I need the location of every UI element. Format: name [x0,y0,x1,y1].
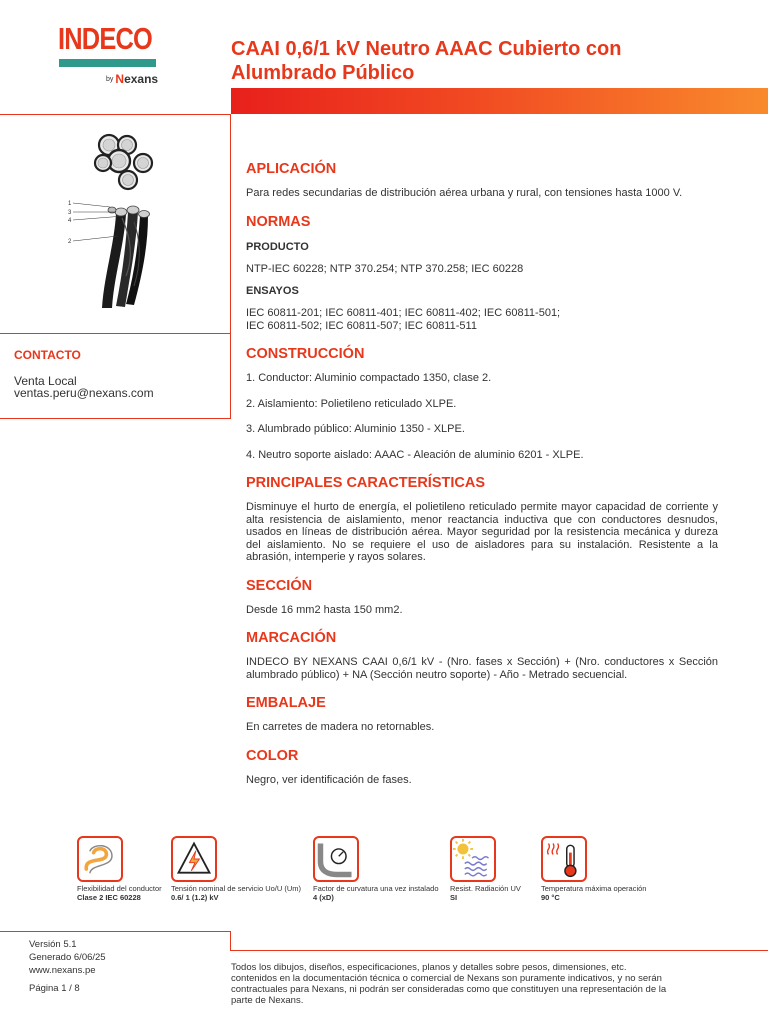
section-title-color: COLOR [246,747,299,764]
section-text-embalaje: En carretes de madera no retornables. [246,721,435,733]
voltage-icon [171,836,217,882]
icon-label: Temperatura máxima operación [541,884,647,893]
section-title-caracteristicas: PRINCIPALES CARACTERÍSTICAS [246,475,485,491]
construccion-item: 4. Neutro soporte aislado: AAAC - Aleación de aluminio 6201 - XLPE. [246,448,584,461]
logo-underline [59,59,156,67]
construccion-item: 1. Conductor: Aluminio compactado 1350, clase 2. [246,372,492,384]
characteristics-icons [0,836,768,906]
divider [0,418,231,419]
divider [230,931,231,951]
legal-disclaimer: Todos los dibujos, diseños, especificaciones, planos y detalles sobre pesos, dimensiones, etc. contenidos en la documentación técnica o comercial de Nexans son puramente indicativos, y no serán contractuales para Nexans, ni podrán ser consideradas como que constituyen una representación de la parte de Nexans. [231,962,667,1006]
page-title: CAAI 0,6/1 kV Neutro AAAC Cubierto con Alumbrado Público [231,38,622,84]
contact-email-link[interactable]: ventas.peru@nexans.com [14,386,154,400]
cable-label: 4 [68,218,72,224]
section-text-seccion: Desde 16 mm2 hasta 150 mm2. [246,603,403,616]
logo-wordmark: INDECO [58,21,152,56]
subsection-title-producto: PRODUCTO [246,240,309,253]
main-content [246,160,718,795]
section-title-normas: NORMAS [246,213,311,230]
cable-label: 1 [68,201,72,207]
icon-value: SI [450,893,458,902]
icon-label: Factor de curvatura una vez instalado [313,884,439,893]
bending-radius-icon [313,836,359,882]
generated-date: Generado 6/06/25 [29,952,106,963]
section-title-aplicacion: APLICACIÓN [246,161,337,177]
temperature-icon [541,836,587,882]
section-title-marcacion: MARCACIÓN [246,630,337,646]
section-text-marcacion: INDECO BY NEXANS CAAI 0,6/1 kV - (Nro. fases x Sección) + (Nro. conductores x Sección alumbrado público) + NA (Sección neutro soporte) - Año - Metrado secuencial. [246,656,718,681]
cable-label: 3 [68,210,72,216]
cable-label: 2 [68,239,72,245]
section-title-construccion: CONSTRUCCIÓN [246,346,365,362]
column-divider [230,114,231,418]
contact-title: CONTACTO [14,348,81,362]
divider [0,333,231,334]
icon-value: Clase 2 IEC 60228 [77,893,141,902]
section-text-color: Negro, ver identificación de fases. [246,773,412,786]
uv-radiation-icon [450,836,496,882]
icon-value: 90 °C [541,893,560,902]
divider [230,950,768,951]
construccion-item: 2. Aislamiento: Polietileno reticulado XLPE. [246,397,457,410]
normas-ensayos-text: IEC 60811-201; IEC 60811-401; IEC 60811-402; IEC 60811-501; IEC 60811-502; IEC 60811-507; IEC 60811-511 [246,307,561,332]
cable-side-view [102,206,150,308]
cable-cross-section [95,135,152,189]
section-text-caracteristicas: Disminuye el hurto de energía, el polietileno reticulado permite mayor capacidad de corriente y alta resistencia de aislamiento, menor reactancia inductiva que con conductores desnudos, usados en líneas de distribución aérea. Mayor seguridad por la resistencia mecánica y dureza del aislamiento. No se requiere el uso de aisladores para su instalación. Resistente a la abrasión, intemperie y rayos solares. [246,501,718,563]
construccion-item: 3. Alumbrado público: Aluminio 1350 - XLPE. [246,423,465,435]
icon-label: Resist. Radiación UV [450,884,521,893]
icon-label: Tensión nominal de servicio Uo/U (Um) [171,884,302,893]
flexibility-icon [77,836,123,882]
icon-label: Flexibilidad del conductor [77,884,162,893]
website-link[interactable]: www.nexans.pe [29,965,96,976]
section-text-aplicacion: Para redes secundarias de distribución aérea urbana y rural, con tensiones hasta 1000 V. [246,187,683,199]
contact-sales: Venta Local [14,374,77,388]
normas-producto-text: NTP-IEC 60228; NTP 370.254; NTP 370.258; IEC 60228 [246,262,524,275]
indeco-logo [58,22,158,92]
header-gradient-bar [231,88,768,114]
nexans-byline: by Nexans [106,72,159,86]
icon-value: 0.6/ 1 (1.2) kV [171,893,219,902]
divider [0,114,231,115]
divider [0,931,231,932]
section-title-embalaje: EMBALAJE [246,695,326,711]
icon-value: 4 (xD) [313,893,334,902]
version-text: Versión 5.1 [29,939,77,950]
cable-illustration [64,126,164,316]
page-number: Página 1 / 8 [29,983,80,994]
subsection-title-ensayos: ENSAYOS [246,285,299,297]
section-title-seccion: SECCIÓN [246,577,313,594]
